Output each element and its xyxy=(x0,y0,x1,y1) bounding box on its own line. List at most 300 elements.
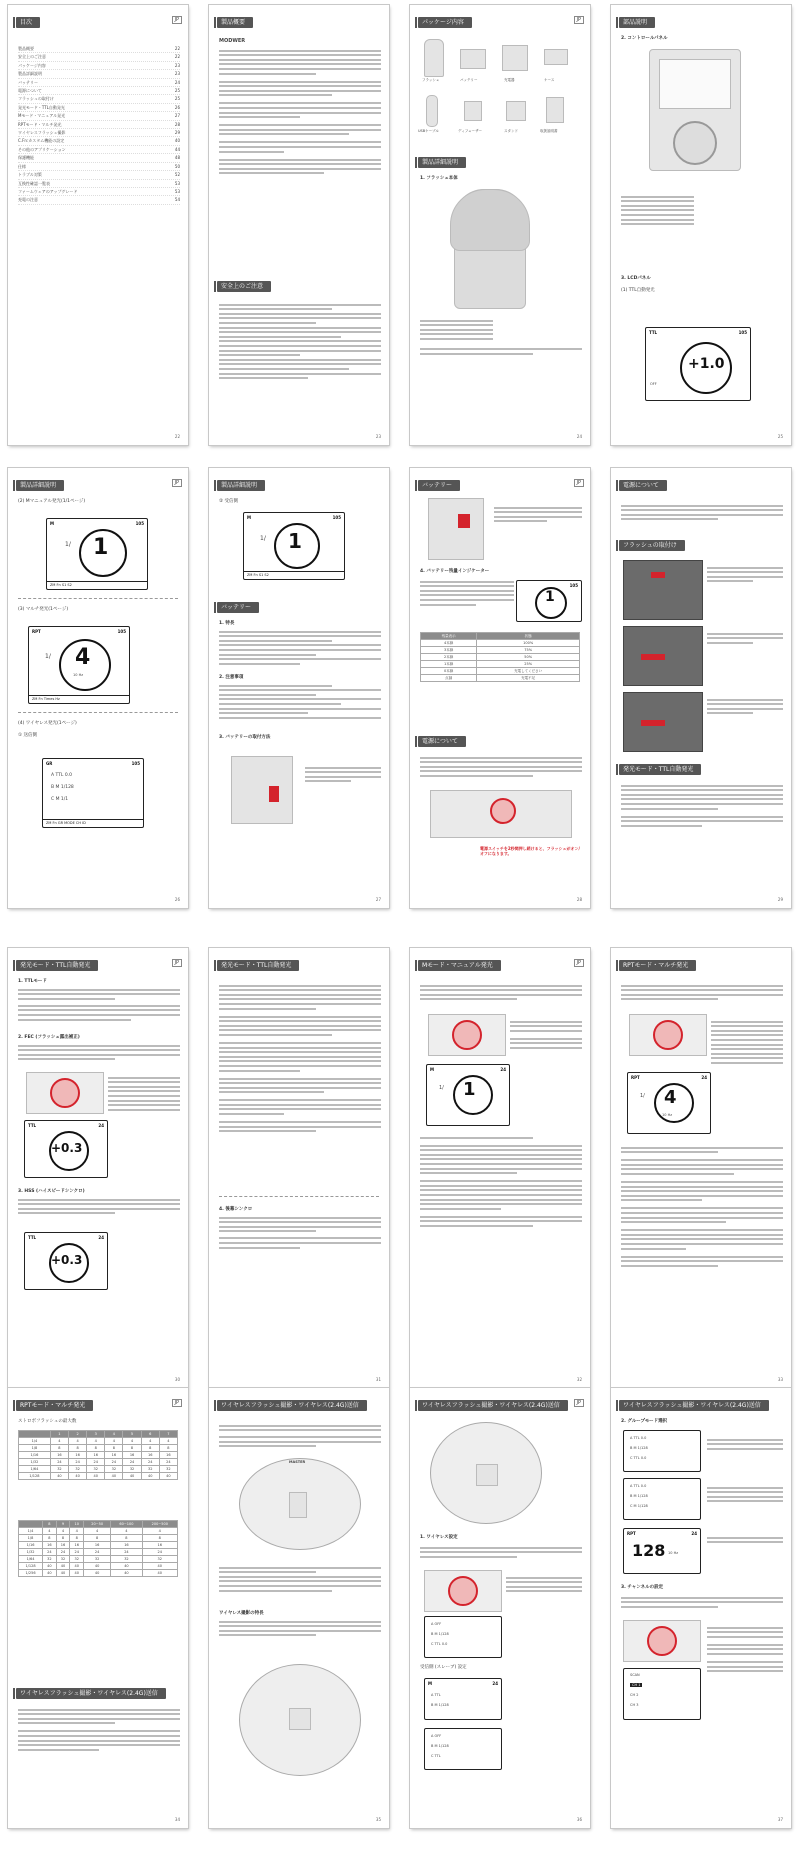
table-cell: 点滅 xyxy=(421,675,477,682)
table-cell: 24 xyxy=(159,1459,177,1466)
language-tag: JP xyxy=(574,16,585,24)
fraction-label: 1/ xyxy=(45,653,51,660)
zoom-value: 105 xyxy=(117,629,126,634)
indicator-text xyxy=(420,578,514,608)
item-label: 取扱説明書 xyxy=(540,129,558,133)
zoom-value: 105 xyxy=(332,515,341,520)
toc-page: 26 xyxy=(174,104,180,110)
subsection-title: 4. 後幕シンクロ xyxy=(219,1207,253,1212)
lcd-multi-diagram xyxy=(28,626,130,704)
wireless-notes xyxy=(219,1564,381,1594)
master-label: MASTER xyxy=(289,1460,306,1464)
toc-page: 22 xyxy=(174,54,180,60)
channel-row: CH 1 xyxy=(632,1683,641,1687)
toc-entry xyxy=(18,121,180,129)
page-header: 製品詳細説明 xyxy=(16,480,64,491)
toc-title: 仕様 xyxy=(18,163,26,169)
table-cell: 16 xyxy=(84,1542,111,1549)
table-header-cell: 3 xyxy=(87,1431,105,1438)
item-label: バッテリー xyxy=(460,78,478,82)
table-cell: 1/4 xyxy=(19,1528,43,1535)
lcd-manual-diagram xyxy=(46,518,148,590)
table-cell: 充電してください xyxy=(477,668,580,675)
multi-intro xyxy=(621,982,783,1003)
fraction-label: 1/ xyxy=(439,1085,444,1091)
lcd-group-mode-1 xyxy=(623,1430,701,1472)
toc-entry xyxy=(18,70,180,78)
toc-title: 電源について xyxy=(18,88,42,94)
manual-notes xyxy=(420,1134,582,1230)
table-row xyxy=(19,1445,178,1452)
channel-steps xyxy=(707,1624,783,1675)
table-cell: 4 xyxy=(43,1528,57,1535)
table-cell: 1/32 xyxy=(19,1549,43,1556)
manual-page-parts xyxy=(611,5,791,445)
group-mode-text-2 xyxy=(707,1484,783,1505)
table-cell: 16 xyxy=(111,1542,142,1549)
table-cell: 32 xyxy=(56,1556,70,1563)
section-header: フラッシュの取付け xyxy=(619,540,685,551)
table-cell: 40 xyxy=(84,1570,111,1577)
item-label: USBケーブル xyxy=(418,129,439,133)
table-cell: 32 xyxy=(50,1466,68,1473)
table-row xyxy=(421,640,580,647)
toc-title: Mモード・マニュアル発光 xyxy=(18,113,66,119)
mount-step-1-image xyxy=(623,560,703,620)
manual-image xyxy=(546,97,564,123)
group-row: A TTL 0.0 xyxy=(630,1484,647,1488)
table-cell: 8 xyxy=(142,1535,177,1542)
subsection-title: ② 受信側 xyxy=(219,499,238,504)
table-cell: 16 xyxy=(50,1452,68,1459)
arrow-indicator xyxy=(641,654,665,660)
ttl-mode-text xyxy=(18,986,180,1023)
hz-value: 10 Hz xyxy=(662,1113,673,1117)
manual-page-toc xyxy=(8,5,188,445)
item-label: ケース xyxy=(544,78,555,82)
table-cell: 32 xyxy=(87,1466,105,1473)
fec-steps xyxy=(108,1074,180,1113)
lcd-group-mode-2 xyxy=(623,1478,701,1520)
table-cell: 充電不足 xyxy=(477,675,580,682)
table-cell: 1/16 xyxy=(19,1452,51,1459)
table-row xyxy=(19,1473,178,1480)
toc-entry xyxy=(18,87,180,95)
mode-label: M xyxy=(430,1067,434,1072)
diffuser-image xyxy=(464,101,482,121)
lcd-manual-diagram xyxy=(426,1064,510,1126)
group-row: C TTL xyxy=(431,1754,441,1758)
table-header-cell: 10 xyxy=(70,1521,84,1528)
toc-entry xyxy=(18,196,180,204)
zoom-value: 24 xyxy=(492,1681,498,1686)
manual-page-multi-mode xyxy=(611,948,791,1388)
table-cell: 32 xyxy=(123,1466,141,1473)
table-cell: 32 xyxy=(111,1556,142,1563)
hz-value: 10 Hz xyxy=(668,1551,679,1555)
off-label: OFF xyxy=(650,382,657,386)
toc-entry xyxy=(18,146,180,154)
master-flash-image xyxy=(289,1492,307,1518)
table-cell: 24 xyxy=(69,1459,87,1466)
group-row: A TTL 0.0 xyxy=(630,1436,647,1440)
power-text xyxy=(621,502,783,523)
insert-text xyxy=(494,504,582,525)
group-row: B M 1/128 xyxy=(51,785,74,790)
table-cell: 1/64 xyxy=(19,1466,51,1473)
table-row xyxy=(19,1452,178,1459)
table-cell: 32 xyxy=(105,1466,123,1473)
parts-list xyxy=(621,193,783,228)
table-cell: 24 xyxy=(141,1459,159,1466)
table-row xyxy=(19,1466,178,1473)
manual-page-multi-table xyxy=(8,1388,188,1828)
function-bar: ZM Fn GR MODE CH ID xyxy=(43,819,143,827)
times-value: 4 xyxy=(75,645,91,670)
control-dial-image xyxy=(448,1576,478,1606)
case-image xyxy=(544,49,568,65)
table-cell: 16 xyxy=(56,1542,70,1549)
table-row xyxy=(19,1438,178,1445)
page-number: 33 xyxy=(777,1377,783,1382)
zoom-value: 105 xyxy=(131,761,140,766)
table-cell: 16 xyxy=(70,1542,84,1549)
table-cell: 24 xyxy=(84,1549,111,1556)
table-cell: 4 xyxy=(70,1528,84,1535)
table-cell: 100% xyxy=(477,640,580,647)
control-dial-image xyxy=(653,1020,683,1050)
wireless-text xyxy=(219,1422,381,1450)
table-row xyxy=(421,675,580,682)
subsection-title: 4. バッテリー残量インジケーター xyxy=(420,569,490,574)
toc-title: 発光モード・TTL自動発光 xyxy=(18,104,65,110)
manual-page-overview xyxy=(209,5,389,445)
group-row: C TTL 0.0 xyxy=(630,1456,647,1460)
manual-page-power-mount xyxy=(611,468,791,908)
toc-title: RPTモード・マルチ発光 xyxy=(18,121,62,127)
toc-title: 製品概要 xyxy=(18,46,34,51)
multi-notes xyxy=(621,1144,783,1269)
manual-page-ttl-2 xyxy=(209,948,389,1388)
toc-title: ワイヤレスフラッシュ撮影 xyxy=(18,130,66,136)
language-tag: JP xyxy=(172,479,183,487)
table-row xyxy=(19,1570,178,1577)
table-cell: 1本線 xyxy=(421,661,477,668)
brand-name: MODWER xyxy=(219,38,246,44)
subsection-title: ① 送信側 xyxy=(18,733,37,738)
toc-entry xyxy=(18,53,180,61)
mode-label: GR xyxy=(46,761,53,766)
control-dial-image xyxy=(50,1078,80,1108)
table-row xyxy=(19,1549,178,1556)
table-header-cell: 1 xyxy=(50,1431,68,1438)
toc-page: 25 xyxy=(174,96,180,102)
table-header-cell: 20~50 xyxy=(84,1521,111,1528)
table-cell: 16 xyxy=(123,1452,141,1459)
toc-page: 28 xyxy=(174,121,180,127)
group-row: B M 1/128 xyxy=(630,1446,648,1450)
item-label: スタンド xyxy=(504,129,518,133)
group-row: C TTL 0.0 xyxy=(431,1642,448,1646)
table-row xyxy=(421,647,580,654)
group-row: A TTL 0.0 xyxy=(51,773,73,778)
table-header-cell: 8 xyxy=(43,1521,57,1528)
table-cell: 8 xyxy=(87,1445,105,1452)
function-bar: ZM Fn S1 S2 xyxy=(47,581,147,589)
mount-step-2-text xyxy=(707,630,783,646)
section-header: 発光モード・TTL自動発光 xyxy=(619,764,701,775)
table-row xyxy=(19,1528,178,1535)
page-number: 31 xyxy=(375,1377,381,1382)
table-cell: 16 xyxy=(141,1452,159,1459)
group-row: B M 1/128 xyxy=(431,1632,449,1636)
section-header: 安全上のご注意 xyxy=(217,281,271,292)
item-label: ディフューザー xyxy=(458,129,483,133)
lcd-slave-setting xyxy=(424,1678,502,1720)
features-text xyxy=(219,628,381,667)
table-cell: 40 xyxy=(56,1570,70,1577)
page-header: パッケージ内容 xyxy=(418,17,472,28)
multi-steps xyxy=(711,1018,783,1067)
table-cell: 1/4 xyxy=(19,1438,51,1445)
toc-page: 27 xyxy=(174,113,180,119)
table-cell: 4 xyxy=(50,1438,68,1445)
stand-image xyxy=(506,101,526,121)
ttl-notes xyxy=(219,982,381,1135)
toc-title: C.Fn:カスタム機能の設定 xyxy=(18,138,65,144)
section-header: バッテリー xyxy=(217,602,259,613)
flash-compensation-value: +1.0 xyxy=(688,356,725,372)
table-cell: 1/64 xyxy=(19,1556,43,1563)
table-row xyxy=(19,1542,178,1549)
table-cell: 4 xyxy=(87,1438,105,1445)
table-cell: 40 xyxy=(70,1570,84,1577)
zoom-value: 24 xyxy=(98,1123,104,1128)
zoom-value: 24 xyxy=(98,1235,104,1240)
toc-entry xyxy=(18,95,180,103)
toc-entry xyxy=(18,104,180,112)
toc-page: 44 xyxy=(174,146,180,152)
manual-page-battery xyxy=(410,468,590,908)
zoom-value: 24 xyxy=(691,1531,697,1536)
lcd-battery-diagram xyxy=(516,580,582,622)
install-text xyxy=(305,764,381,785)
flash-compensation-value: +0.3 xyxy=(51,1141,83,1155)
wireless-features xyxy=(219,1618,381,1639)
table-cell: 40 xyxy=(70,1563,84,1570)
manual-steps xyxy=(510,1018,582,1052)
table-cell: 1/32 xyxy=(19,1459,51,1466)
battery-insert-image xyxy=(428,498,484,560)
lcd-screen-image xyxy=(659,59,731,109)
table-header-cell: 7 xyxy=(159,1431,177,1438)
language-tag: JP xyxy=(172,959,183,967)
lcd-group-mode-3 xyxy=(623,1528,701,1574)
channel-row: SCAN xyxy=(630,1673,640,1677)
page-number: 22 xyxy=(174,434,180,439)
toc-title: 保護機能 xyxy=(18,155,34,161)
manual-intro xyxy=(420,982,582,1003)
table-cell: 4 xyxy=(142,1528,177,1535)
wireless-intro xyxy=(18,1706,180,1753)
overview-text xyxy=(219,47,381,177)
page-number: 35 xyxy=(375,1817,381,1822)
zoom-value: 24 xyxy=(500,1067,506,1072)
table-header-cell: 200~500 xyxy=(142,1521,177,1528)
subsection-title: 1. フラッシュ本体 xyxy=(420,176,458,181)
zoom-value: 105 xyxy=(738,330,747,335)
toc-entry xyxy=(18,45,180,53)
subsection-title: 3. バッテリーの取付方法 xyxy=(219,735,271,740)
hz-value: 10 Hz xyxy=(73,673,84,677)
subsection-title: 1. 特長 xyxy=(219,621,235,626)
subsection-title: 3. チャンネルの設定 xyxy=(621,1585,664,1590)
subsection-title: 2. 注意事項 xyxy=(219,675,244,680)
channel-row: CH 2 xyxy=(630,1693,639,1697)
subsection-title: ストロボフラッシュの最大数 xyxy=(18,1419,77,1424)
subsection-title: 2. FEC (フラッシュ露出補正) xyxy=(18,1035,80,1040)
toc-entry xyxy=(18,129,180,137)
table-cell: 40 xyxy=(111,1570,142,1577)
toc-page: 23 xyxy=(174,71,180,77)
arrow-indicator xyxy=(458,514,470,528)
table-header-row xyxy=(19,1521,178,1528)
table-header-row xyxy=(19,1431,178,1438)
table-cell: 4 xyxy=(159,1438,177,1445)
page-header: RPTモード・マルチ発光 xyxy=(16,1400,93,1411)
table-cell: 16 xyxy=(105,1452,123,1459)
safety-text xyxy=(219,301,381,382)
table-cell: 8 xyxy=(43,1535,57,1542)
subsection-title: ワイヤレス撮影の特長 xyxy=(219,1611,264,1616)
group-row: B M 1/128 xyxy=(431,1703,449,1707)
toc-page: 53 xyxy=(174,188,180,194)
group-row: A OFF xyxy=(431,1734,442,1738)
page-header: 製品詳細説明 xyxy=(217,480,265,491)
page-header: 製品概要 xyxy=(217,17,253,28)
group-row: B M 1/128 xyxy=(431,1744,449,1748)
table-row xyxy=(19,1563,178,1570)
table-cell: 16 xyxy=(159,1452,177,1459)
page-number: 30 xyxy=(174,1377,180,1382)
battery-level-table xyxy=(420,632,580,682)
table-cell: 40 xyxy=(56,1563,70,1570)
table-cell: 75% xyxy=(477,647,580,654)
page-number: 36 xyxy=(576,1817,582,1822)
table-cell: 40 xyxy=(87,1473,105,1480)
power-value: 1 xyxy=(93,535,109,560)
toc-entry xyxy=(18,79,180,87)
control-dial-image xyxy=(647,1626,677,1656)
power-value: 1 xyxy=(288,529,302,553)
function-bar: ZM Fn Times Hz xyxy=(29,695,129,703)
toc-entry xyxy=(18,62,180,70)
lcd-slave-diagram xyxy=(243,512,345,580)
toc-entry xyxy=(18,112,180,120)
lcd-channel-setting xyxy=(623,1668,701,1720)
table-cell: 4 xyxy=(123,1438,141,1445)
lcd-group-setting xyxy=(424,1728,502,1770)
section-header: 電源について xyxy=(418,736,466,747)
control-dial-image xyxy=(673,121,717,165)
table-cell: 16 xyxy=(69,1452,87,1459)
table-cell: 32 xyxy=(141,1466,159,1473)
lcd-wireless-master-diagram xyxy=(42,758,144,828)
table-cell: 40 xyxy=(111,1563,142,1570)
group-mode-text-3 xyxy=(707,1534,783,1546)
table-row xyxy=(421,654,580,661)
toc-page: 50 xyxy=(174,163,180,169)
power-button-image xyxy=(490,798,516,824)
table-of-contents xyxy=(18,45,180,205)
table-cell: 8 xyxy=(111,1535,142,1542)
subsection-title: 受信側 (スレーブ) 設定 xyxy=(420,1665,467,1670)
toc-title: 安全上のご注意 xyxy=(18,54,46,60)
flash-head-image xyxy=(450,189,530,251)
table-cell: 8 xyxy=(105,1445,123,1452)
table-cell: 4 xyxy=(111,1528,142,1535)
table-row xyxy=(19,1535,178,1542)
times-value: 4 xyxy=(664,1087,677,1108)
flash-compensation-value: +0.3 xyxy=(51,1253,83,1267)
zoom-value: 105 xyxy=(569,583,578,588)
table-header-cell: 5 xyxy=(123,1431,141,1438)
ttl-text xyxy=(621,782,783,829)
mode-label: RPT xyxy=(627,1531,636,1536)
mode-label: M xyxy=(247,515,251,520)
table-cell: 25% xyxy=(477,661,580,668)
language-tag: JP xyxy=(172,16,183,24)
toc-entry xyxy=(18,171,180,179)
page-number: 26 xyxy=(174,897,180,902)
toc-page: 40 xyxy=(174,138,180,144)
page-number: 25 xyxy=(777,434,783,439)
page-header: ワイヤレスフラッシュ撮影・ワイヤレス(2.4G)送信 xyxy=(619,1400,769,1411)
toc-page: 24 xyxy=(174,79,180,85)
toc-title: ファームウェアのアップグレード xyxy=(18,188,78,194)
table-header-cell xyxy=(19,1431,51,1438)
strobe-max-table-1 xyxy=(18,1430,178,1480)
toc-title: 製品詳細説明 xyxy=(18,71,42,77)
table-cell: 4本線 xyxy=(421,640,477,647)
page-header: ワイヤレスフラッシュ撮影・ワイヤレス(2.4G)送信 xyxy=(217,1400,367,1411)
language-tag: JP xyxy=(172,1399,183,1407)
table-cell: 1/16 xyxy=(19,1542,43,1549)
subsection-title: 1. ワイヤレス設定 xyxy=(420,1535,458,1540)
page-number: 23 xyxy=(375,434,381,439)
table-cell: 3本線 xyxy=(421,647,477,654)
manual-page-wireless-3 xyxy=(611,1388,791,1828)
group-row: B M 1/128 xyxy=(630,1494,648,1498)
strobe-max-table-2 xyxy=(18,1520,178,1577)
toc-entry xyxy=(18,154,180,162)
fec-text xyxy=(18,1042,180,1063)
page-number: 28 xyxy=(576,897,582,902)
page-header: 発光モード・TTL自動発光 xyxy=(16,960,98,971)
group-row: A TTL xyxy=(431,1693,441,1697)
table-header-cell: 残量表示 xyxy=(421,633,477,640)
toc-page: 53 xyxy=(174,180,180,186)
fraction-label: 1/ xyxy=(260,535,266,542)
mode-label: TTL xyxy=(649,330,658,335)
table-cell: 24 xyxy=(105,1459,123,1466)
notes-text xyxy=(219,682,381,721)
table-row xyxy=(421,668,580,675)
control-dial-image xyxy=(452,1020,482,1050)
lcd-hss-diagram xyxy=(24,1232,108,1290)
table-cell: 40 xyxy=(84,1563,111,1570)
toc-page: 23 xyxy=(174,62,180,68)
